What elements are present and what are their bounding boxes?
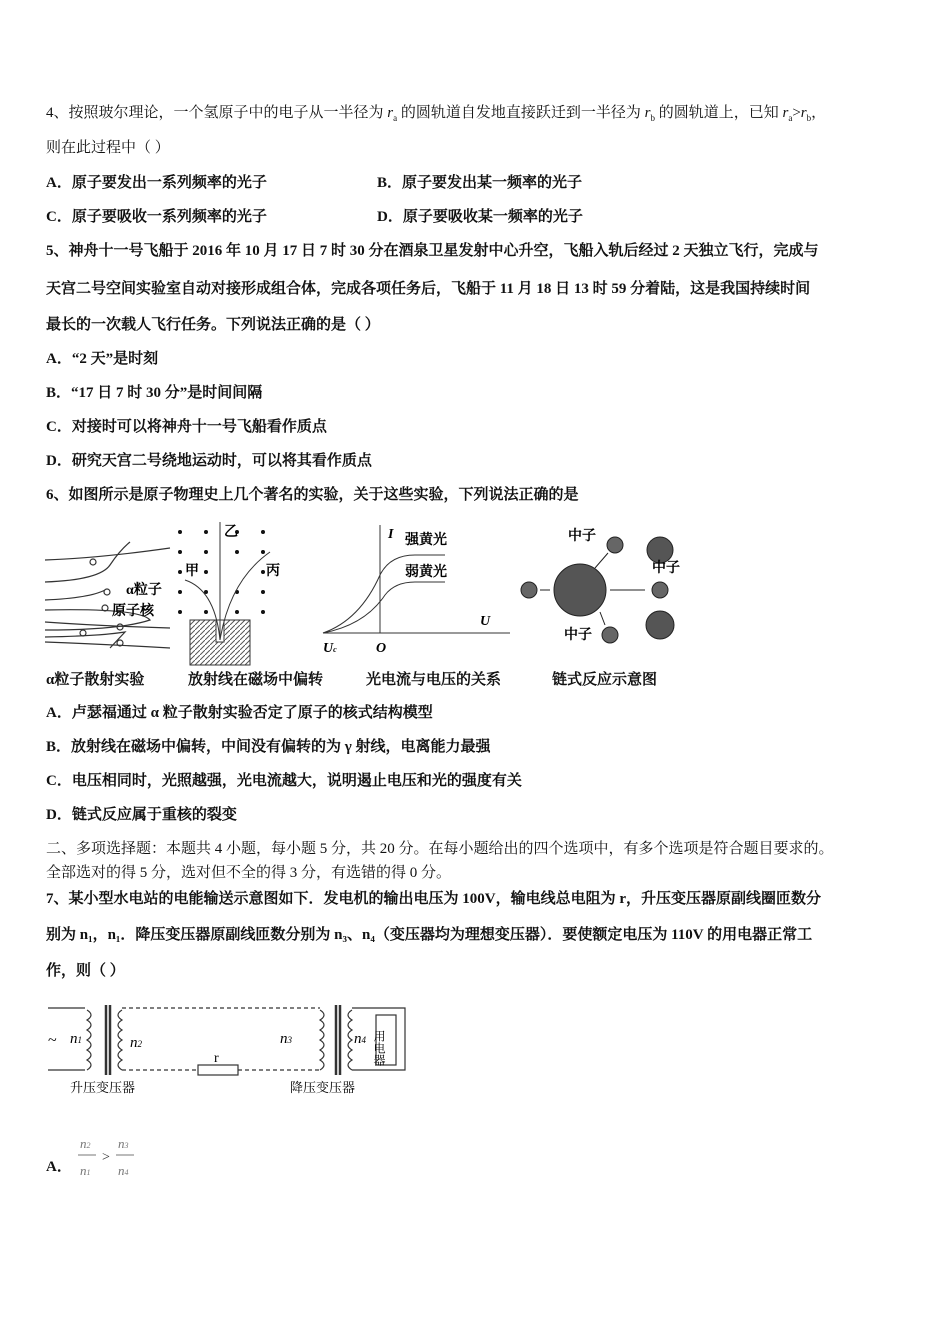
q7-stem-3: 作，则（ ）: [46, 963, 125, 979]
q7-option-a-formula: [76, 1133, 146, 1183]
label-load: 用电器: [372, 1030, 386, 1066]
label-nucleus: 原子核: [112, 604, 154, 619]
caption-deflection: 放射线在磁场中偏转: [188, 672, 324, 688]
q6-option-a: A．卢瑟福通过 α 粒子散射实验否定了原子的核式结构模型: [46, 705, 433, 721]
section2-heading: 二、多项选择题：本题共 4 小题，每小题 5 分，共 20 分。在每小题给出的四个选项中，有多个选项是符合题目要求的。: [46, 841, 834, 857]
label-step-up: 升压变压器: [70, 1080, 136, 1095]
label-step-down: 降压变压器: [290, 1080, 356, 1095]
q5-option-d: D．研究天宫二号绕地运动时，可以将其看作质点: [46, 453, 372, 469]
label-resistor: r: [214, 1051, 219, 1066]
label-alpha-particle: α粒子: [126, 583, 162, 598]
q5-option-c: C．对接时可以将神舟十一号飞船看作质点: [46, 419, 327, 435]
label-n3: n3: [280, 1031, 292, 1047]
label-yi: 乙: [224, 525, 238, 540]
svg-text:n4: n4: [118, 1163, 129, 1178]
q4-option-c: C．原子要吸收一系列频率的光子: [46, 209, 267, 225]
label-uc: Uc: [323, 641, 337, 656]
q4-option-d: D．原子要吸收某一频率的光子: [377, 209, 583, 225]
ac-source-icon: ~: [48, 1032, 57, 1049]
label-neutron-3: 中子: [564, 628, 592, 643]
label-strong-light: 强黄光: [405, 533, 447, 548]
q6-figure: [40, 520, 680, 670]
label-n4: n4: [354, 1031, 366, 1047]
q5-stem-1: 5、神舟十一号飞船于 2016 年 10 月 17 日 7 时 30 分在酒泉卫星发射中心升空，飞船入轨后经过 2 天独立飞行，完成与: [46, 243, 819, 259]
origin: O: [376, 641, 387, 656]
q5-stem-2: 天宫二号空间实验室自动对接形成组合体，完成各项任务后，飞船于 11 月 18 日 13 时 59 分着陆，这是我国持续时间: [46, 281, 811, 297]
q5-stem-3: 最长的一次载人飞行任务。下列说法正确的是（ ）: [46, 317, 380, 333]
magnetic-deflection-diagram: [178, 522, 270, 665]
caption-chain: 链式反应示意图: [552, 672, 658, 688]
section2-scoring: 全部选对的得 5 分，选对但不全的得 3 分，有选错的得 0 分。: [46, 865, 452, 881]
q6-option-d: D．链式反应属于重核的裂变: [46, 807, 237, 823]
q5-option-b: B．“17 日 7 时 30 分”是时间间隔: [46, 385, 263, 401]
q6-stem: 6、如图所示是原子物理史上几个著名的实验，关于这些实验，下列说法正确的是: [46, 487, 579, 503]
label-n2: n2: [130, 1035, 142, 1051]
q4-stem-2: 则在此过程中（ ）: [46, 140, 170, 156]
svg-text:n3: n3: [118, 1136, 129, 1151]
q6-option-c: C．电压相同时，光照越强，光电流越大，说明遏止电压和光的强度有关: [46, 773, 522, 789]
label-n1: n1: [70, 1031, 82, 1047]
caption-alpha: α粒子散射实验: [46, 672, 145, 688]
q5-option-a: A．“2 天”是时刻: [46, 351, 159, 367]
label-neutron-2: 中子: [652, 561, 680, 576]
q6-option-b: B．放射线在磁场中偏转，中间没有偏转的为 γ 射线，电离能力最强: [46, 739, 491, 755]
svg-text:n2: n2: [80, 1136, 91, 1151]
q7-stem-1: 7、某小型水电站的电能输送示意图如下．发电机的输出电压为 100V，输电线总电阻为 r，升压变压器原副线圈匝数分: [46, 891, 821, 907]
axis-i: I: [388, 527, 394, 542]
label-bing: 丙: [266, 564, 280, 579]
q4-option-a: A．原子要发出一系列频率的光子: [46, 175, 267, 191]
chain-reaction-diagram: [521, 537, 674, 643]
svg-text:>: >: [102, 1150, 110, 1165]
q4-option-b: B．原子要发出某一频率的光子: [377, 175, 583, 191]
q7-option-a-label: A．: [46, 1159, 72, 1175]
q4-stem: 4、按照玻尔理论，一个氢原子中的电子从一半径为 $r_a$ 的圆轨道自发地直接跃迁到一半径为 $r_b$ 的圆轨道上，已知 $r_a>r_b$，: [46, 105, 827, 123]
label-jia: 甲: [185, 564, 199, 579]
caption-photocurrent: 光电流与电压的关系: [366, 672, 502, 688]
q7-stem-2: 别为 n₁，n₁．降压变压器原副线匝数分别为 n₃、n₄（变压器均为理想变压器）．要使额定电压为 110V 的用电器正常工: [46, 927, 813, 943]
q7-circuit-diagram: [40, 1000, 415, 1100]
label-weak-light: 弱黄光: [405, 565, 447, 580]
axis-u: U: [480, 614, 491, 629]
label-neutron-1: 中子: [568, 529, 596, 544]
svg-text:n1: n1: [80, 1163, 91, 1178]
